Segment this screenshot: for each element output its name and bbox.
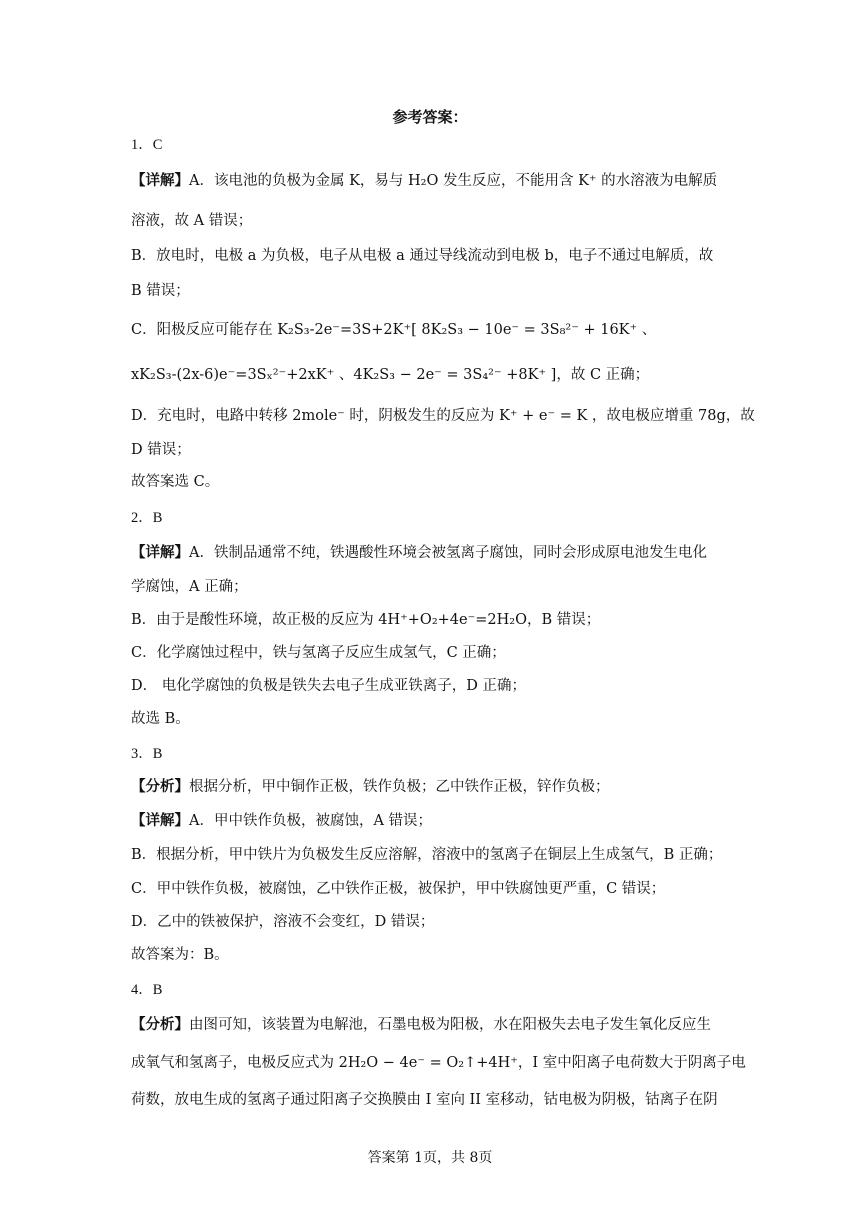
q3-analysis: 【分析】根据分析，甲中铜作正极，铁作负极；乙中铁作正极，锌作负极； [131,778,610,795]
q2-a-line2: 学腐蚀，A 正确； [131,579,248,595]
q3-d-line: D．乙中的铁被保护，溶液不会变红，D 错误； [131,914,435,930]
q3-b-line: B．根据分析，甲中铁片为负极发生反应溶解，溶液中的氢离子在铜层上生成氢气，B 正确； [131,847,723,863]
q2-answer: 2．B [131,510,163,526]
q3-conclusion: 故答案为：B。 [131,947,229,963]
page-footer: 答案第 1页，共 8页 [367,1150,493,1166]
q1-answer: 1．C [131,137,163,153]
q4-line2: 成氧气和氢离子，电极反应式为 2H₂O − 4e⁻ = O₂↑+4H⁺，I 室中阳离子电荷数大于阴离子电 [131,1055,746,1071]
q4-answer: 4．B [131,982,163,998]
q2-c-line: C．化学腐蚀过程中，铁与氢离子反应生成氢气，C 正确； [131,645,506,661]
q2-conclusion: 故选 B。 [131,711,190,727]
q1-a-line2: 溶液，故 A 错误； [131,213,253,229]
q1-c-line1: C．阳极反应可能存在 K₂S₃-2e⁻=3S+2K⁺[ 8K₂S₃ − 10e⁻ = 3S₈²⁻ + 16K⁺ 、 [131,322,657,338]
q3-a-line: 【详解】A．甲中铁作负极，被腐蚀，A 错误； [131,812,433,829]
q4-analysis-tag: 【分析】 [131,1016,189,1033]
q1-detail-tag: 【详解】 [131,172,189,189]
q1-conclusion: 故答案选 C。 [131,474,220,490]
q1-a-line1: 【详解】A．该电池的负极为金属 K，易与 H₂O 发生反应，不能用含 K⁺ 的水溶液为电解质 [131,172,718,189]
page-title: 参考答案： [392,108,468,126]
q2-d-line: D． 电化学腐蚀的负极是铁失去电子生成亚铁离子，D 正确； [131,678,526,694]
q2-detail-tag: 【详解】 [131,544,189,561]
q1-d-line1: D．充电时，电路中转移 2mole⁻ 时，阴极发生的反应为 K⁺ + e⁻ = K ，故电极应增重 78g，故 [131,408,755,424]
q4-line1: 【分析】由图可知，该装置为电解池，石墨电极为阳极，水在阳极失去电子发生氧化反应生 [131,1016,711,1033]
q3-answer: 3．B [131,746,163,762]
q1-b-line2: B 错误； [131,283,190,299]
q1-c-line2: xK₂S₃-(2x-6)e⁻=3Sₓ²⁻+2xK⁺ 、4K₂S₃ − 2e⁻ = 3S₄²⁻ +8K⁺ ]，故 C 正确； [131,367,650,383]
q2-b-line: B．由于是酸性环境，故正极的反应为 4H⁺+O₂+4e⁻=2H₂O，B 错误； [131,612,601,628]
q3-detail-tag: 【详解】 [131,812,189,829]
q3-analysis-tag: 【分析】 [131,778,189,795]
q4-line3: 荷数，放电生成的氢离子通过阳离子交换膜由 I 室向 II 室移动，钴电极为阴极，钴离子在阴 [131,1092,718,1108]
q3-c-line: C．甲中铁作负极，被腐蚀，乙中铁作正极，被保护，甲中铁腐蚀更严重，C 错误； [131,881,666,897]
q1-d-line2: D 错误； [131,442,191,458]
q1-b-line1: B．放电时，电极 a 为负极，电子从电极 a 通过导线流动到电极 b，电子不通过电解质，故 [131,248,714,264]
q2-a-line1: 【详解】A．铁制品通常不纯，铁遇酸性环境会被氢离子腐蚀，同时会形成原电池发生电化 [131,544,707,561]
